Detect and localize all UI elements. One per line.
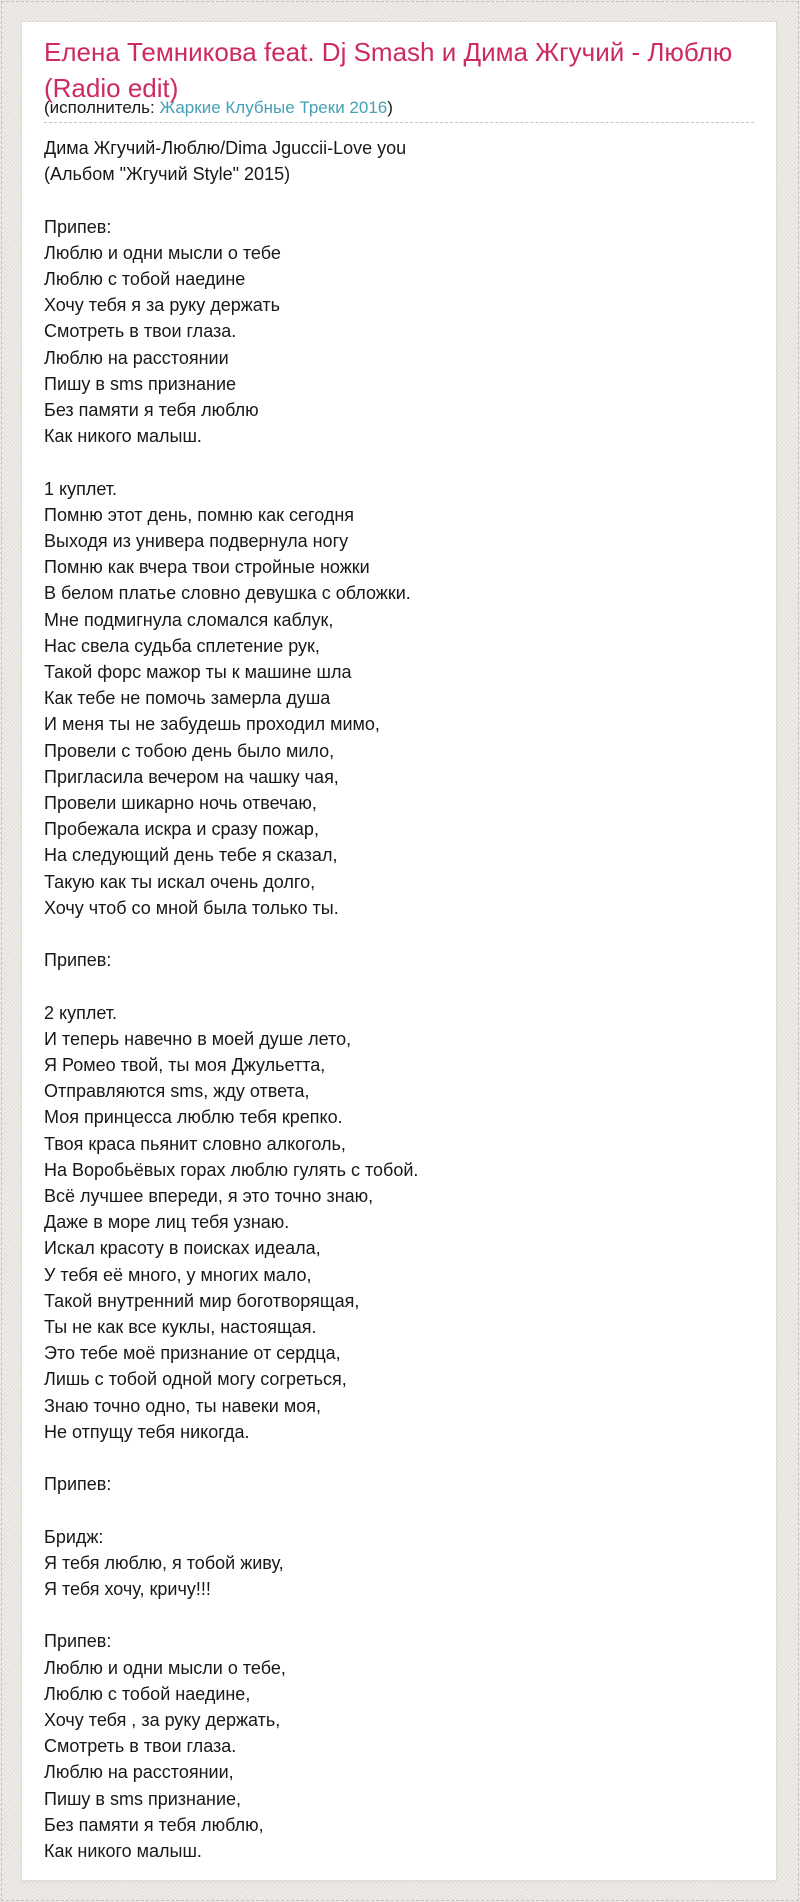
- performer-prefix: (исполнитель:: [44, 98, 160, 117]
- lyric-line: 2 куплет.: [44, 1002, 118, 1023]
- lyric-line: Мне подмигнула сломался каблук,: [44, 609, 334, 630]
- lyric-line: Хочу тебя , за руку держать,: [44, 1710, 281, 1731]
- lyric-line: Люблю и одни мысли о тебе,: [44, 1657, 286, 1678]
- lyric-line: Люблю на расстоянии,: [44, 1762, 234, 1783]
- lyric-line: Пробежала искра и сразу пожар,: [44, 819, 319, 840]
- lyric-line: Пишу в sms признание,: [44, 1788, 242, 1809]
- lyric-line: Пригласила вечером на чашку чая,: [44, 766, 339, 787]
- lyric-line: Твоя краса пьянит словно алкоголь,: [44, 1133, 346, 1154]
- lyric-line: Это тебе моё признание от сердца,: [44, 1343, 341, 1364]
- performer-suffix: ): [387, 98, 393, 117]
- lyric-line: Как никого малыш.: [44, 1841, 202, 1862]
- lyric-line: [44, 187, 754, 213]
- lyric-line: [44, 1445, 754, 1471]
- lyric-line: Припев:: [44, 1474, 112, 1495]
- performer-link[interactable]: Жаркие Клубные Треки 2016: [159, 98, 388, 117]
- lyric-line: Как тебе не помочь замерла душа: [44, 688, 331, 709]
- lyric-line: Хочу чтоб со мной была только ты.: [44, 897, 339, 918]
- lyric-line: Припев:: [44, 950, 112, 971]
- lyric-line: Моя принцесса люблю тебя крепко.: [44, 1107, 343, 1128]
- lyric-line: Припев:: [44, 216, 112, 237]
- lyric-line: Хочу тебя я за руку держать: [44, 295, 281, 316]
- lyric-line: (Альбом "Жгучий Style" 2015): [44, 164, 291, 185]
- lyric-line: Помню этот день, помню как сегодня: [44, 504, 355, 525]
- lyric-line: Провели с тобою день было мило,: [44, 740, 335, 761]
- lyric-line: [44, 1602, 754, 1628]
- lyric-line: Не отпущу тебя никогда.: [44, 1421, 250, 1442]
- lyric-line: [44, 1497, 754, 1523]
- lyric-line: Помню как вчера твои стройные ножки: [44, 557, 370, 578]
- lyric-line: Дима Жгучий-Люблю/Dima Jguccii-Love you: [44, 138, 407, 158]
- lyric-line: На следующий день тебе я сказал,: [44, 845, 338, 866]
- lyric-line: Без памяти я тебя люблю,: [44, 1814, 264, 1835]
- lyric-line: Такой форс мажор ты к машине шла: [44, 662, 352, 683]
- lyric-line: Как никого малыш.: [44, 426, 202, 447]
- lyric-line: Пишу в sms признание: [44, 373, 237, 394]
- lyric-line: Даже в море лиц тебя узнаю.: [44, 1212, 290, 1233]
- lyric-line: Знаю точно одно, ты навеки моя,: [44, 1395, 321, 1416]
- lyric-line: Выходя из универа подвернула ногу: [44, 531, 349, 552]
- lyric-line: Припев:: [44, 1631, 112, 1652]
- lyrics-card: [21, 21, 777, 1881]
- lyric-line: Такую как ты искал очень долго,: [44, 871, 316, 892]
- lyric-line: Искал красоту в поисках идеала,: [44, 1238, 321, 1259]
- lyric-line: В белом платье словно девушка с обложки.: [44, 583, 411, 604]
- lyric-line: [44, 921, 754, 947]
- lyric-line: Всё лучшее впереди, я это точно знаю,: [44, 1186, 374, 1207]
- lyric-line: Смотреть в твои глаза.: [44, 321, 237, 342]
- lyric-line: 1 куплет.: [44, 478, 118, 499]
- performer-line: [44, 98, 754, 123]
- lyric-line: Я Ромео твой, ты моя Джульетта,: [44, 1055, 326, 1076]
- lyric-line: Люблю с тобой наедине: [44, 269, 246, 289]
- page-title: Елена Темникова feat. Dj Smash и Дима Жгучий - Люблю (Radio edit): [44, 37, 733, 103]
- lyric-line: Люблю на расстоянии: [44, 347, 229, 368]
- lyric-line: Люблю и одни мысли о тебе: [44, 242, 281, 263]
- lyric-line: Я тебя хочу, кричу!!!: [44, 1579, 211, 1600]
- lyric-line: Ты не как все куклы, настоящая.: [44, 1317, 317, 1338]
- lyric-line: Без памяти я тебя люблю: [44, 400, 259, 421]
- lyric-line: Я тебя люблю, я тобой живу,: [44, 1552, 284, 1573]
- lyric-line: У тебя её много, у многих мало,: [44, 1264, 312, 1285]
- lyric-line: Отправляются sms, жду ответа,: [44, 1081, 310, 1102]
- lyric-line: Нас свела судьба сплетение рук,: [44, 635, 320, 656]
- lyric-line: Люблю с тобой наедине,: [44, 1683, 251, 1704]
- lyric-line: Такой внутренний мир боготворящая,: [44, 1290, 360, 1311]
- lyric-line: [44, 449, 754, 475]
- lyric-line: Смотреть в твои глаза.: [44, 1736, 237, 1757]
- lyric-line: И меня ты не забудешь проходил мимо,: [44, 714, 380, 735]
- lyric-line: Лишь с тобой одной могу согреться,: [44, 1369, 347, 1390]
- lyrics-text: [44, 135, 754, 1864]
- lyric-line: Бридж:: [44, 1526, 104, 1547]
- lyric-line: На Воробьёвых горах люблю гулять с тобой.: [44, 1159, 419, 1180]
- lyric-line: [44, 973, 754, 999]
- lyric-line: Провели шикарно ночь отвечаю,: [44, 793, 317, 814]
- lyric-line: И теперь навечно в моей душе лето,: [44, 1028, 352, 1049]
